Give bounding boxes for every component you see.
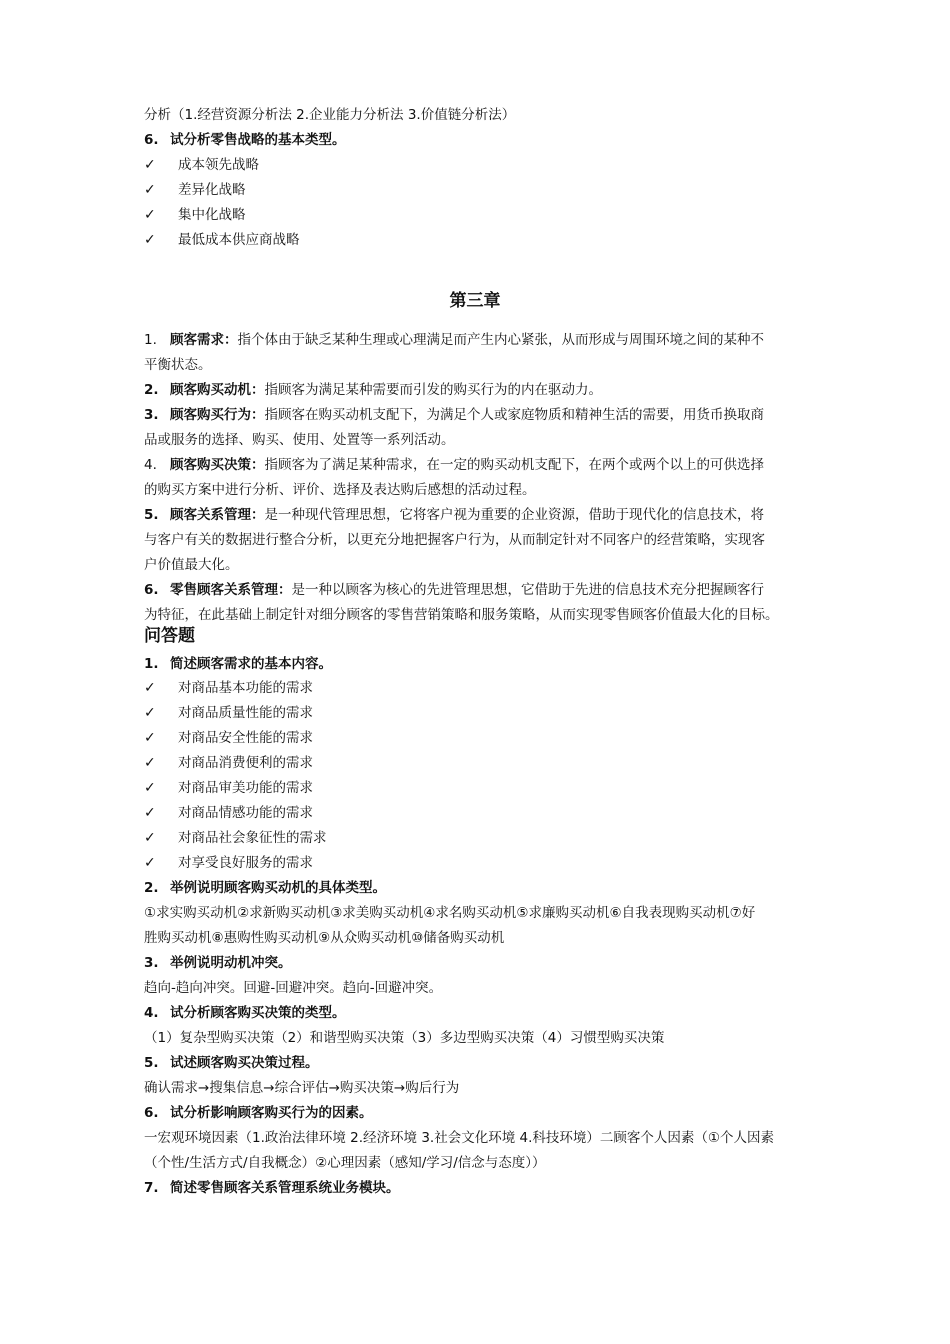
- list-item: 对享受良好服务的需求: [178, 855, 313, 871]
- definition-number: 3.: [144, 407, 159, 423]
- question-5: [144, 1054, 812, 1072]
- definition-1: [144, 331, 812, 349]
- question-text: 试述顾客购买决策过程。: [170, 1055, 319, 1071]
- question-6-strategy: [144, 131, 812, 149]
- answer-4: （1）复杂型购买决策（2）和谐型购买决策（3）多边型购买决策（4）习惯型购买决策: [144, 1030, 665, 1046]
- definition-number: 4.: [144, 457, 157, 473]
- check-icon: ✓: [144, 207, 156, 223]
- definition-text: 指顾客为了满足某种需求，在一定的购买动机支配下，在两个或两个以上的可供选择: [264, 457, 764, 473]
- question-text: 举例说明动机冲突。: [170, 955, 292, 971]
- definition-text: 指顾客为满足某种需要而引发的购买行为的内在驱动力。: [264, 382, 602, 398]
- definition-term: 顾客购买动机：: [170, 382, 265, 398]
- answer-2-line-2: 胜购买动机⑧惠购性购买动机⑨从众购买动机⑩储备购买动机: [144, 930, 505, 946]
- question-number: 6.: [144, 1105, 159, 1121]
- question-text: 试分析顾客购买决策的类型。: [170, 1005, 346, 1021]
- check-icon: ✓: [144, 157, 156, 173]
- question-number: 2.: [144, 880, 159, 896]
- definition-term: 顾客需求：: [170, 332, 238, 348]
- chapter-title: 第三章: [449, 291, 501, 311]
- top-continuation-line: 分析（1.经营资源分析法 2.企业能力分析法 3.价值链分析法）: [144, 107, 516, 123]
- list-item: 集中化战略: [178, 207, 246, 223]
- definition-term: 顾客购买决策：: [170, 457, 265, 473]
- question-4: [144, 1004, 812, 1022]
- list-item: 对商品情感功能的需求: [178, 805, 313, 821]
- check-icon: ✓: [144, 182, 156, 198]
- question-3: [144, 954, 812, 972]
- answer-5: 确认需求→搜集信息→综合评估→购买决策→购后行为: [144, 1080, 460, 1096]
- definition-4-cont: 的购买方案中进行分析、评价、选择及表达购后感想的活动过程。: [144, 482, 536, 498]
- qa-section-title: 问答题: [144, 626, 195, 646]
- check-icon: ✓: [144, 730, 156, 746]
- list-item: 对商品消费便利的需求: [178, 755, 313, 771]
- check-icon: ✓: [144, 232, 156, 248]
- definition-term: 顾客关系管理：: [170, 507, 265, 523]
- definition-1-cont: 平衡状态。: [144, 357, 212, 373]
- definition-2: [144, 381, 812, 399]
- question-6: [144, 1104, 812, 1122]
- list-item: 对商品审美功能的需求: [178, 780, 313, 796]
- question-text: 简述顾客需求的基本内容。: [170, 656, 332, 672]
- definition-number: 1.: [144, 332, 157, 348]
- question-number: 6.: [144, 132, 159, 148]
- definition-5: [144, 506, 812, 524]
- definition-text: 是一种现代管理思想，它将客户视为重要的企业资源，借助于现代化的信息技术，将: [264, 507, 764, 523]
- list-item: 对商品安全性能的需求: [178, 730, 313, 746]
- check-icon: ✓: [144, 755, 156, 771]
- definition-number: 5.: [144, 507, 159, 523]
- question-number: 1.: [144, 656, 159, 672]
- check-icon: ✓: [144, 705, 156, 721]
- question-7: [144, 1179, 812, 1197]
- question-number: 7.: [144, 1180, 159, 1196]
- list-item: 成本领先战略: [178, 157, 259, 173]
- list-item: 对商品基本功能的需求: [178, 680, 313, 696]
- list-item: 差异化战略: [178, 182, 246, 198]
- definition-number: 2.: [144, 382, 159, 398]
- question-number: 3.: [144, 955, 159, 971]
- definition-text: 指个体由于缺乏某种生理或心理满足而产生内心紧张，从而形成与周围环境之间的某种不: [237, 332, 764, 348]
- check-icon: ✓: [144, 830, 156, 846]
- definition-term: 顾客购买行为：: [170, 407, 265, 423]
- list-item: 最低成本供应商战略: [178, 232, 300, 248]
- answer-2-line-1: ①求实购买动机②求新购买动机③求美购买动机④求名购买动机⑤求廉购买动机⑥自我表现购买动机⑦好: [144, 905, 756, 921]
- definition-5-cont2: 户价值最大化。: [144, 557, 239, 573]
- definition-text: 指顾客在购买动机支配下，为满足个人或家庭物质和精神生活的需要，用货币换取商: [264, 407, 764, 423]
- definition-number: 6.: [144, 582, 159, 598]
- question-2: [144, 879, 812, 897]
- check-icon: ✓: [144, 855, 156, 871]
- check-icon: ✓: [144, 780, 156, 796]
- question-number: 4.: [144, 1005, 159, 1021]
- answer-3: 趋向-趋向冲突。回避-回避冲突。趋向-回避冲突。: [144, 980, 443, 996]
- question-text: 举例说明顾客购买动机的具体类型。: [170, 880, 386, 896]
- answer-6-line-1: 一宏观环境因素（1.政治法律环境 2.经济环境 3.社会文化环境 4.科技环境）二顾客个人因素（①个人因素: [144, 1130, 774, 1146]
- check-icon: ✓: [144, 805, 156, 821]
- check-icon: ✓: [144, 680, 156, 696]
- definition-3-cont: 品或服务的选择、购买、使用、处置等一系列活动。: [144, 432, 455, 448]
- question-text: 试分析影响顾客购买行为的因素。: [170, 1105, 373, 1121]
- definition-4: [144, 456, 812, 474]
- definition-3: [144, 406, 812, 424]
- question-1: [144, 655, 812, 673]
- list-item: 对商品社会象征性的需求: [178, 830, 327, 846]
- definition-term: 零售顾客关系管理：: [170, 582, 292, 598]
- definition-6-cont: 为特征，在此基础上制定针对细分顾客的零售营销策略和服务策略，从而实现零售顾客价值最大化的目标。: [144, 607, 779, 623]
- definition-5-cont: 与客户有关的数据进行整合分析，以更充分地把握客户行为，从而制定针对不同客户的经营策略，实现客: [144, 532, 765, 548]
- definition-6: [144, 581, 812, 599]
- question-number: 5.: [144, 1055, 159, 1071]
- list-item: 对商品质量性能的需求: [178, 705, 313, 721]
- question-text: 简述零售顾客关系管理系统业务模块。: [170, 1180, 400, 1196]
- question-text: 试分析零售战略的基本类型。: [170, 132, 346, 148]
- answer-6-line-2: （个性/生活方式/自我概念）②心理因素（感知/学习/信念与态度））: [144, 1155, 546, 1171]
- definition-text: 是一种以顾客为核心的先进管理思想，它借助于先进的信息技术充分把握顾客行: [291, 582, 764, 598]
